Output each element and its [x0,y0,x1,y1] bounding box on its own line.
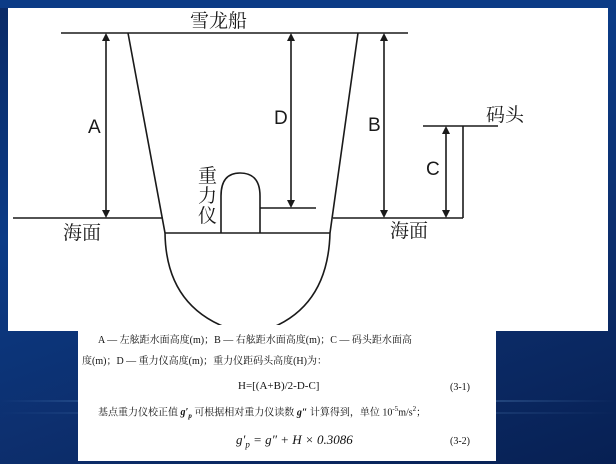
equation-3-2-lhs: g′ [236,432,246,447]
equation-3-2-number: (3-2) [450,436,470,447]
sentence-part-3: 计算得到，单位 10 [307,407,393,419]
equation-3-2-rhs: = g″ + H × 0.3086 [249,432,353,447]
legend-line-1: A — 左舷距水面高度(m)；B — 右舷距水面高度(m)；C — 码头距水面高 [98,335,412,346]
correction-sentence [98,405,426,421]
gravimeter-label: 重力仪 [198,165,218,227]
symbol-gp-base: g′ [180,407,189,419]
symbol-gp [180,407,192,421]
formula-panel [78,325,496,461]
slide-top-band [0,0,616,8]
letter-c: C [426,159,440,180]
symbol-gp-sub: p [188,412,192,421]
gravimeter-body [221,173,260,233]
dock-label: 码头 [486,104,525,126]
sentence-end: ； [416,407,427,419]
equation-3-1-number: (3-1) [450,382,470,393]
unit-text: m/s [398,407,413,419]
equation-3-2 [236,432,353,450]
unit-exponent-2: 2 [412,405,417,413]
letter-a: A [88,117,101,138]
letter-b: B [368,115,381,136]
sentence-part-1: 基点重力仪校正值 [98,407,181,419]
letter-d: D [274,108,288,129]
unit-exponent: -5 [392,405,399,413]
sea-left-label: 海面 [63,222,102,244]
sea-right-label: 海面 [390,220,429,242]
legend-line-2: 度(m)；D — 重力仪高度(m)；重力仪距码头高度(H)为： [82,356,327,367]
ship-label: 雪龙船 [190,10,248,32]
diagram-panel [8,8,608,331]
equation-3-2-lhs-sub: p [245,439,250,450]
symbol-g-double-prime: g″ [296,407,308,419]
equation-3-1: H=[(A+B)/2-D-C] [238,380,320,392]
sentence-part-2: 可根据相对重力仪读数 [191,407,297,419]
ship-gravity-diagram [8,8,608,331]
ship-hull-right [266,33,358,330]
